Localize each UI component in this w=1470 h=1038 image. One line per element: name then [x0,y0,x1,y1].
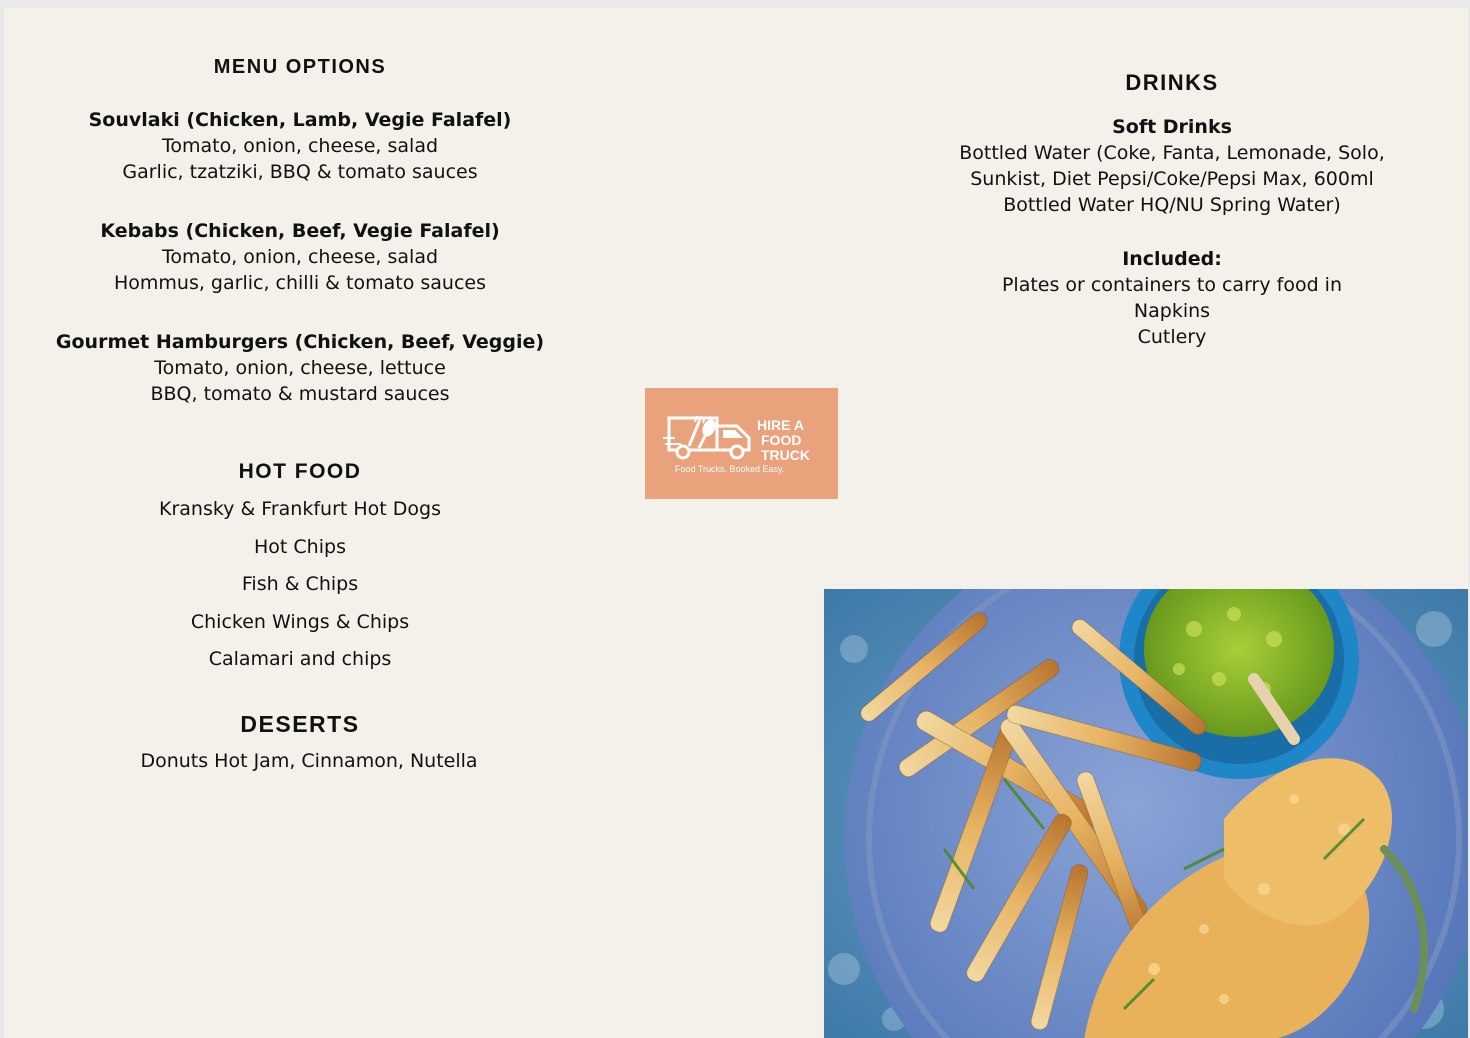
menu-item-line: Tomato, onion, cheese, salad [161,246,439,268]
soft-drinks-line: Bottled Water HQ/NU Spring Water) [1003,194,1341,216]
list-item: Hot Chips [254,535,346,558]
logo-tagline: Food Trucks. Booked Easy. [675,464,785,474]
menu-options-heading: MENU OPTIONS [213,56,387,78]
included-title: Included: [1122,248,1222,270]
list-item: Calamari and chips [208,648,392,670]
soft-drinks-line: Sunkist, Diet Pepsi/Coke/Pepsi Max, 600ml [970,168,1374,190]
included-line: Cutlery [1137,326,1207,348]
logo-line2: FOOD [761,432,802,448]
drinks-heading: DRINKS [1125,70,1219,95]
list-item: Kransky & Frankfurt Hot Dogs [158,498,441,520]
menu-item-line: Tomato, onion, cheese, lettuce [154,357,446,379]
menu-item-line: BBQ, tomato & mustard sauces [150,383,450,405]
menu-item-title: Souvlaki (Chicken, Lamb, Vegie Falafel) [88,109,512,131]
menu-item-line: Tomato, onion, cheese, salad [161,135,439,157]
menu-item-kebabs [4,218,596,296]
included-block [924,246,1420,350]
logo-line3: TRUCK [761,447,810,463]
deserts-list [4,743,596,781]
menu-item-title: Gourmet Hamburgers (Chicken, Beef, Veggie) [55,331,545,353]
deserts-heading: DESERTS [240,711,360,737]
menu-item-souvlaki [4,107,596,185]
included-line: Plates or containers to carry food in [1001,274,1343,296]
menu-item-line: Hommus, garlic, chilli & tomato sauces [113,272,486,294]
list-item: Fish & Chips [241,573,359,595]
hire-a-food-truck-logo [645,388,838,499]
hot-food-list [4,491,596,679]
soft-drinks-title: Soft Drinks [1112,116,1232,138]
food-truck-icon [645,388,838,499]
hot-food-heading: HOT FOOD [238,460,362,483]
list-item: Chicken Wings & Chips [190,610,410,633]
menu-item-title: Kebabs (Chicken, Beef, Vegie Falafel) [100,220,500,242]
logo-line1: HIRE A [757,417,804,433]
menu-item-hamburgers [4,329,596,407]
soft-drinks-block [924,114,1420,218]
list-item: Donuts Hot Jam, Cinnamon, Nutella [140,750,478,772]
fish-and-chips-icon [824,589,1468,1038]
menu-item-line: Garlic, tzatziki, BBQ & tomato sauces [122,161,478,183]
fish-and-chips-photo [824,589,1468,1038]
soft-drinks-line: Bottled Water (Coke, Fanta, Lemonade, Solo, [959,142,1385,164]
menu-page [4,8,1468,1038]
included-line: Napkins [1133,300,1211,322]
